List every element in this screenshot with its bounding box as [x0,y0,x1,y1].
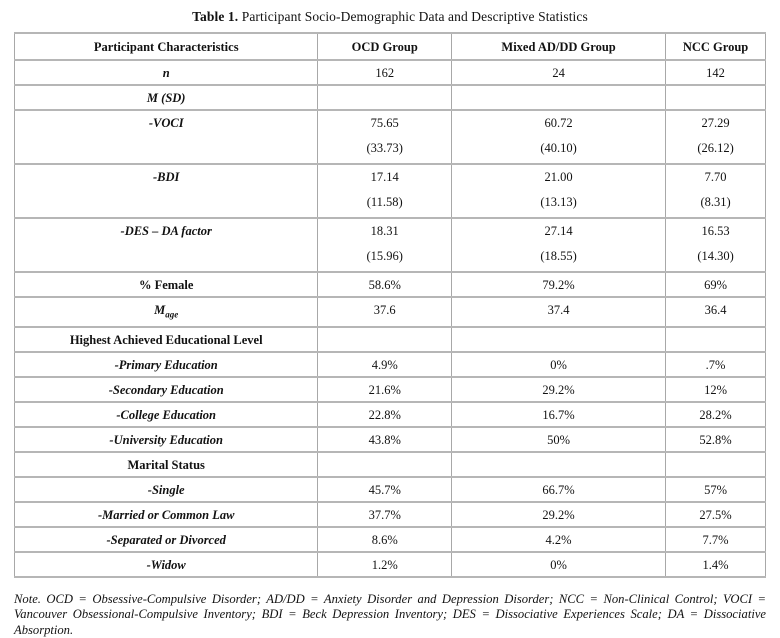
row-label-text: Highest Achieved Educational Level [70,333,263,347]
cell-mixed-addd [452,502,666,527]
cell-ncc [666,452,766,477]
cell-mixed-addd [452,477,666,502]
table-row [15,527,766,552]
cell-value: 37.7% [321,507,448,523]
cell-value: 12% [669,382,762,398]
cell-value: 60.72 [455,115,662,131]
cell-ncc [666,164,766,218]
row-label [15,110,318,164]
row-label [15,452,318,477]
cell-ocd [318,110,452,164]
row-label-text: -BDI [153,170,179,184]
cell-ocd [318,402,452,427]
cell-value: 58.6% [321,277,448,293]
row-label [15,218,318,272]
cell-value: 27.29 [669,115,762,131]
row-label-text: % Female [139,278,194,292]
cell-value: 43.8% [321,432,448,448]
cell-ocd [318,452,452,477]
cell-ncc [666,552,766,577]
cell-mixed-addd [452,110,666,164]
row-label-text: -DES – DA factor [121,224,212,238]
row-label [15,377,318,402]
row-label-text: -College Education [116,408,216,422]
table-title-text: Participant Socio-Demographic Data and Descriptive Statistics [238,9,588,24]
row-label-text: -Widow [147,558,186,572]
row-label-text: M [154,303,165,317]
row-label [15,527,318,552]
cell-value: 29.2% [455,382,662,398]
header-row [15,33,766,60]
cell-ocd [318,377,452,402]
cell-ncc [666,427,766,452]
cell-ocd [318,327,452,352]
cell-value: 16.7% [455,407,662,423]
cell-ncc [666,352,766,377]
row-label [15,327,318,352]
cell-value: 45.7% [321,482,448,498]
cell-ocd [318,218,452,272]
row-label [15,297,318,327]
row-label-text: M (SD) [147,91,186,105]
cell-ncc [666,377,766,402]
table-title [14,0,766,32]
table-row [15,272,766,297]
row-label-text: Marital Status [127,458,204,472]
cell-value: 27.14 [455,223,662,239]
cell-mixed-addd [452,427,666,452]
cell-value: 18.31 [321,223,448,239]
cell-value: 24 [455,65,662,81]
cell-ocd [318,272,452,297]
cell-value: .7% [669,357,762,373]
participant-demographics-table [14,32,766,578]
cell-ocd [318,352,452,377]
cell-value: 37.4 [455,302,662,318]
table-row [15,297,766,327]
cell-value: 22.8% [321,407,448,423]
cell-sd-value: (18.55) [455,248,662,264]
cell-mixed-addd [452,327,666,352]
cell-mixed-addd [452,402,666,427]
table-note: Note. OCD = Obsessive-Compulsive Disorder; AD/DD = Anxiety Disorder and Depression Disorder; NCC = Non-Clinical Control; VOCI = Vancouver Obsessional-Compulsive Inventory; BDI = Beck Depression Inventory; DES = Dissociative Experiences Scale; DA = Dissociative Absorption. [14,592,766,638]
cell-value: 17.14 [321,169,448,185]
column-header-mixed-addd-group: Mixed AD/DD Group [452,33,666,60]
cell-value: 50% [455,432,662,448]
table-row [15,110,766,164]
cell-ncc [666,85,766,110]
cell-value: 36.4 [669,302,762,318]
cell-value: 66.7% [455,482,662,498]
row-label [15,552,318,577]
cell-value: 21.00 [455,169,662,185]
row-label [15,477,318,502]
cell-ncc [666,502,766,527]
cell-mixed-addd [452,164,666,218]
cell-ocd [318,552,452,577]
cell-mixed-addd [452,552,666,577]
cell-value: 79.2% [455,277,662,293]
cell-value: 7.70 [669,169,762,185]
column-header-ocd-group: OCD Group [318,33,452,60]
cell-mixed-addd [452,352,666,377]
row-label-subscript: age [165,310,178,320]
cell-ncc [666,477,766,502]
row-label-text: -Primary Education [115,358,218,372]
row-label [15,164,318,218]
cell-mixed-addd [452,272,666,297]
table-row [15,402,766,427]
row-label-text: n [163,66,170,80]
cell-ocd [318,527,452,552]
row-label [15,272,318,297]
cell-value [321,457,448,473]
row-label [15,402,318,427]
row-label [15,427,318,452]
cell-value: 0% [455,357,662,373]
cell-mixed-addd [452,218,666,272]
cell-ocd [318,60,452,85]
cell-ncc [666,272,766,297]
cell-value: 1.4% [669,557,762,573]
row-label-text: -Married or Common Law [98,508,234,522]
row-label [15,352,318,377]
cell-sd-value: (26.12) [669,140,762,156]
cell-sd-value: (33.73) [321,140,448,156]
cell-mixed-addd [452,85,666,110]
cell-mixed-addd [452,527,666,552]
cell-sd-value: (8.31) [669,194,762,210]
cell-value [669,332,762,348]
table-row [15,327,766,352]
cell-sd-value: (15.96) [321,248,448,264]
cell-ncc [666,60,766,85]
cell-ncc [666,327,766,352]
cell-ncc [666,297,766,327]
cell-mixed-addd [452,60,666,85]
row-label-text: -VOCI [149,116,184,130]
cell-value [455,457,662,473]
cell-value: 37.6 [321,302,448,318]
table-row [15,377,766,402]
cell-value: 1.2% [321,557,448,573]
cell-ocd [318,477,452,502]
cell-value: 57% [669,482,762,498]
cell-mixed-addd [452,452,666,477]
cell-value: 4.2% [455,532,662,548]
table-title-number: Table 1. [192,9,238,24]
table-row [15,164,766,218]
cell-ocd [318,427,452,452]
cell-sd-value: (11.58) [321,194,448,210]
cell-value [455,90,662,106]
cell-value: 69% [669,277,762,293]
cell-ocd [318,297,452,327]
cell-value [321,90,448,106]
table-row [15,352,766,377]
row-label [15,502,318,527]
cell-value: 0% [455,557,662,573]
column-header-characteristics: Participant Characteristics [15,33,318,60]
cell-value: 29.2% [455,507,662,523]
table-row [15,60,766,85]
cell-ncc [666,402,766,427]
table-row [15,452,766,477]
column-header-ncc-group: NCC Group [666,33,766,60]
cell-value: 7.7% [669,532,762,548]
cell-value [669,457,762,473]
cell-sd-value: (14.30) [669,248,762,264]
cell-ocd [318,164,452,218]
row-label-text: -University Education [109,433,223,447]
cell-mixed-addd [452,297,666,327]
cell-ocd [318,502,452,527]
cell-value [321,332,448,348]
cell-value: 28.2% [669,407,762,423]
cell-value: 142 [669,65,762,81]
table-row [15,85,766,110]
cell-value: 75.65 [321,115,448,131]
table-row [15,502,766,527]
row-label-text: -Single [148,483,185,497]
cell-value: 21.6% [321,382,448,398]
cell-value: 162 [321,65,448,81]
row-label [15,60,318,85]
row-label-text: -Separated or Divorced [106,533,225,547]
cell-value: 8.6% [321,532,448,548]
cell-ncc [666,218,766,272]
table-row [15,427,766,452]
cell-ncc [666,110,766,164]
cell-value: 16.53 [669,223,762,239]
cell-value: 52.8% [669,432,762,448]
row-label-text: -Secondary Education [109,383,224,397]
row-label [15,85,318,110]
table-row [15,218,766,272]
cell-ocd [318,85,452,110]
cell-value [669,90,762,106]
table-row [15,552,766,577]
cell-sd-value: (13.13) [455,194,662,210]
table-row [15,477,766,502]
cell-value: 27.5% [669,507,762,523]
cell-mixed-addd [452,377,666,402]
cell-value: 4.9% [321,357,448,373]
cell-ncc [666,527,766,552]
cell-sd-value: (40.10) [455,140,662,156]
cell-value [455,332,662,348]
